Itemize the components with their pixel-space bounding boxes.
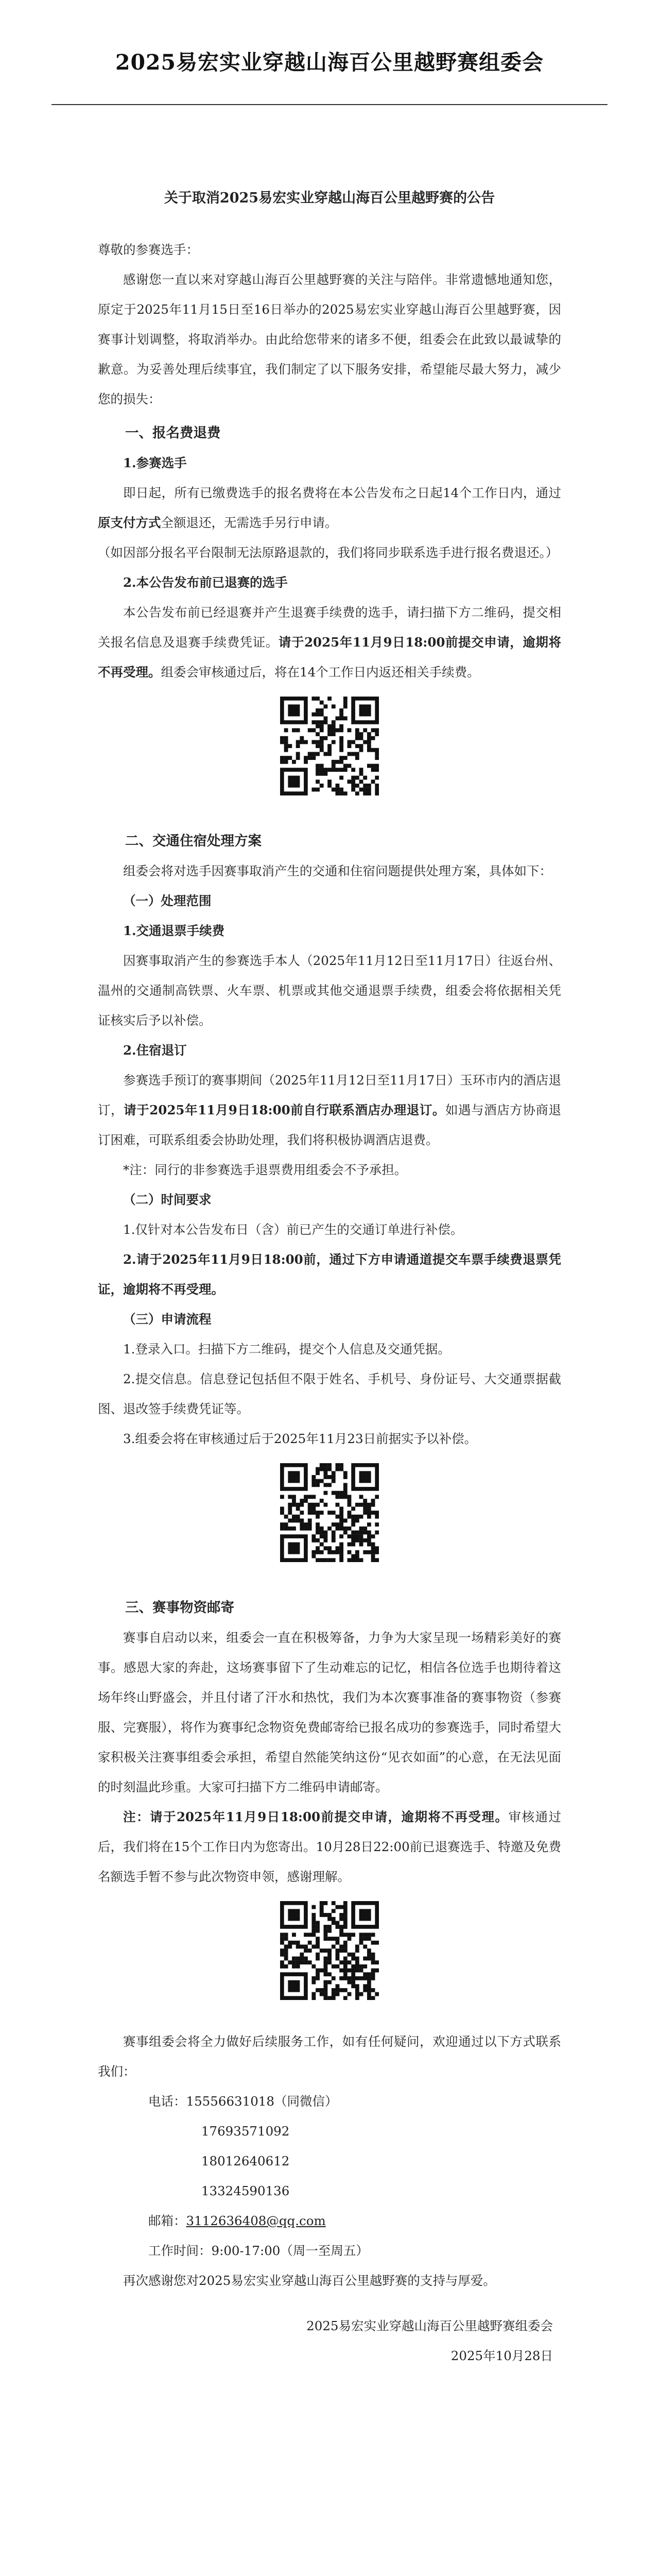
- qr-code-refund[interactable]: [280, 697, 379, 795]
- email-link[interactable]: 3112636408@qq.com: [186, 2213, 326, 2228]
- phone-number[interactable]: 15556631018（同微信）: [186, 2094, 338, 2109]
- email-label: 邮箱：: [148, 2213, 186, 2228]
- text-span: 组委会审核通过后，将在14个工作日内返还相关手续费。: [161, 665, 480, 680]
- spacer: [98, 807, 561, 822]
- section1-sub2-title: 2.本公告发布前已退赛的选手: [123, 575, 288, 590]
- hotel-note: *注：同行的非参赛选手退票费用组委会不予承担。: [123, 1162, 407, 1177]
- notice-body: [98, 183, 561, 2371]
- notice-title: 关于取消2025易宏实业穿越山海百公里越野赛的公告: [164, 190, 495, 206]
- signature-org: 2025易宏实业穿越山海百公里越野赛组委会: [306, 2318, 553, 2333]
- transport-fee-paragraph: 因赛事取消产生的参赛选手本人（2025年11月12日至11月17日）往返台州、温州的交通制高铁票、火车票、机票或其他交通退票手续费，组委会将依据相关凭证核实后予以补偿。: [98, 953, 561, 1028]
- thanks-paragraph: 再次感谢您对2025易宏实业穿越山海百公里越野赛的支持与厚爱。: [123, 2273, 496, 2288]
- section1-title: 一、报名费退费: [125, 425, 221, 441]
- text-span: 即日起，所有已缴费选手的报名费将在本公告发布之日起14个工作日内，通过: [123, 485, 561, 500]
- phone-number[interactable]: 13324590136: [201, 2183, 290, 2198]
- hotel-title: 2.住宿退订: [123, 1043, 187, 1058]
- time-requirement-1: 1.仅针对本公告发布日（含）前已产生的交通订单进行补偿。: [123, 1222, 463, 1237]
- section1-sub1-note: （如因部分报名平台限制无法原路退款的，我们将同步联系选手进行报名费退还。）: [98, 545, 559, 560]
- flow-step-3: 3.组委会将在审核通过后于2025年11月23日前据实予以补偿。: [123, 1431, 477, 1446]
- section2-part3-title: （三）申请流程: [123, 1312, 212, 1327]
- section2-part2-title: （二）时间要求: [123, 1192, 212, 1207]
- text-span: 如遇与酒店方协商退订困难，可联系组委会协助处理，我们将积极协调酒店退费。: [98, 1103, 561, 1147]
- page-header: 2025易宏实业穿越山海百公里越野赛组委会: [115, 50, 544, 75]
- phone-row: [98, 2087, 561, 2116]
- text-span: 本公告发布前已经退赛并产生退赛手续费的选手，请扫描下方二维码，提交相关报名信息及退赛手续费凭证。: [98, 605, 561, 650]
- section1-sub2-paragraph: [98, 598, 561, 687]
- signature-date: 2025年10月28日: [450, 2348, 553, 2363]
- hotel-paragraph: [98, 1065, 561, 1155]
- phone-number[interactable]: 17693571092: [201, 2124, 290, 2139]
- bold-span: 请于2025年11月9日18:00前自行联系酒店办理退订。: [124, 1103, 445, 1117]
- qr-code-mail[interactable]: [280, 1901, 379, 2000]
- email-row: [98, 2206, 561, 2236]
- time-requirement-2: 2.请于2025年11月9日18:00前，通过下方申请通道提交车票手续费退票凭证，逾期将不再受理。: [98, 1252, 561, 1297]
- phone-label: 电话：: [148, 2094, 186, 2109]
- text-span: 参赛选手预订的赛事期间（2025年11月12日至11月17日）玉环市内的酒店退订，: [98, 1073, 561, 1117]
- text-span: 审核通过后，我们将在15个工作日内为您寄出。10月28日22:00前已退赛选手、特邀及免费名额选手暂不参与此次物资申领，感谢理解。: [98, 1809, 562, 1884]
- header-divider: [51, 104, 608, 105]
- section2-part1-title: （一）处理范围: [123, 893, 212, 908]
- flow-step-1: 1.登录入口。扫描下方二维码，提交个人信息及交通凭据。: [123, 1342, 450, 1357]
- section2-intro: 组委会将对选手因赛事取消产生的交通和住宿问题提供处理方案，具体如下：: [123, 863, 552, 878]
- text-span: 全额退还，无需选手另行申请。: [161, 515, 338, 530]
- spacer: [98, 2296, 561, 2311]
- flow-step-2: 2.提交信息。信息登记包括但不限于姓名、手机号、身份证号、大交通票据截图、退改签手续费凭证等。: [98, 1371, 561, 1416]
- bold-span: 原支付方式: [98, 515, 161, 530]
- greeting: 尊敬的参赛选手：: [98, 242, 199, 257]
- spacer: [98, 1573, 561, 1589]
- contact-intro: 赛事组委会将全力做好后续服务工作，如有任何疑问，欢迎通过以下方式联系我们：: [98, 2034, 561, 2079]
- section3-deadline: [98, 1802, 561, 1892]
- working-hours: 工作时间：9:00-17:00（周一至周五）: [148, 2243, 369, 2258]
- section2-title: 二、交通住宿处理方案: [125, 833, 262, 849]
- qr-code-transport[interactable]: [280, 1463, 379, 1562]
- phone-number[interactable]: 18012640612: [201, 2154, 290, 2168]
- intro-paragraph: 感谢您一直以来对穿越山海百公里越野赛的关注与陪伴。非常遗憾地通知您，原定于2025年11月15日至16日举办的2025易宏实业穿越山海百公里越野赛，因赛事计划调整，将取消举办。由此给您带来的诸多不便，组委会在此致以最诚挚的歉意。为妥善处理后续事宜，我们制定了以下服务安排，希望能尽最大努力，减少您的损失：: [98, 272, 561, 406]
- transport-fee-title: 1.交通退票手续费: [123, 923, 225, 938]
- section1-sub1-paragraph: [98, 478, 561, 538]
- spacer: [98, 2011, 561, 2027]
- bold-span: 请于2025年11月9日18:00前提交申请，逾期将不再受理。: [98, 635, 561, 680]
- section1-sub1-title: 1.参赛选手: [123, 455, 187, 470]
- section3-title: 三、赛事物资邮寄: [125, 1600, 234, 1616]
- bold-span: 注：请于2025年11月9日18:00前提交申请，逾期将不再受理。: [123, 1809, 509, 1824]
- section3-paragraph: 赛事自启动以来，组委会一直在积极筹备，力争为大家呈现一场精彩美好的赛事。感恩大家的奔赴，这场赛事留下了生动难忘的记忆，相信各位选手也期待着这场年终山野盛会，并且付诸了汗水和热忱，我们为本次赛事准备的赛事物资（参赛服、完赛服），将作为赛事纪念物资免费邮寄给已报名成功的参赛选手，同时希望大家积极关注赛事组委会承担，希望自然能笑纳这份“见衣如面”的心意，在无法见面的时刻温此珍重。大家可扫描下方二维码申请邮寄。: [98, 1630, 561, 1794]
